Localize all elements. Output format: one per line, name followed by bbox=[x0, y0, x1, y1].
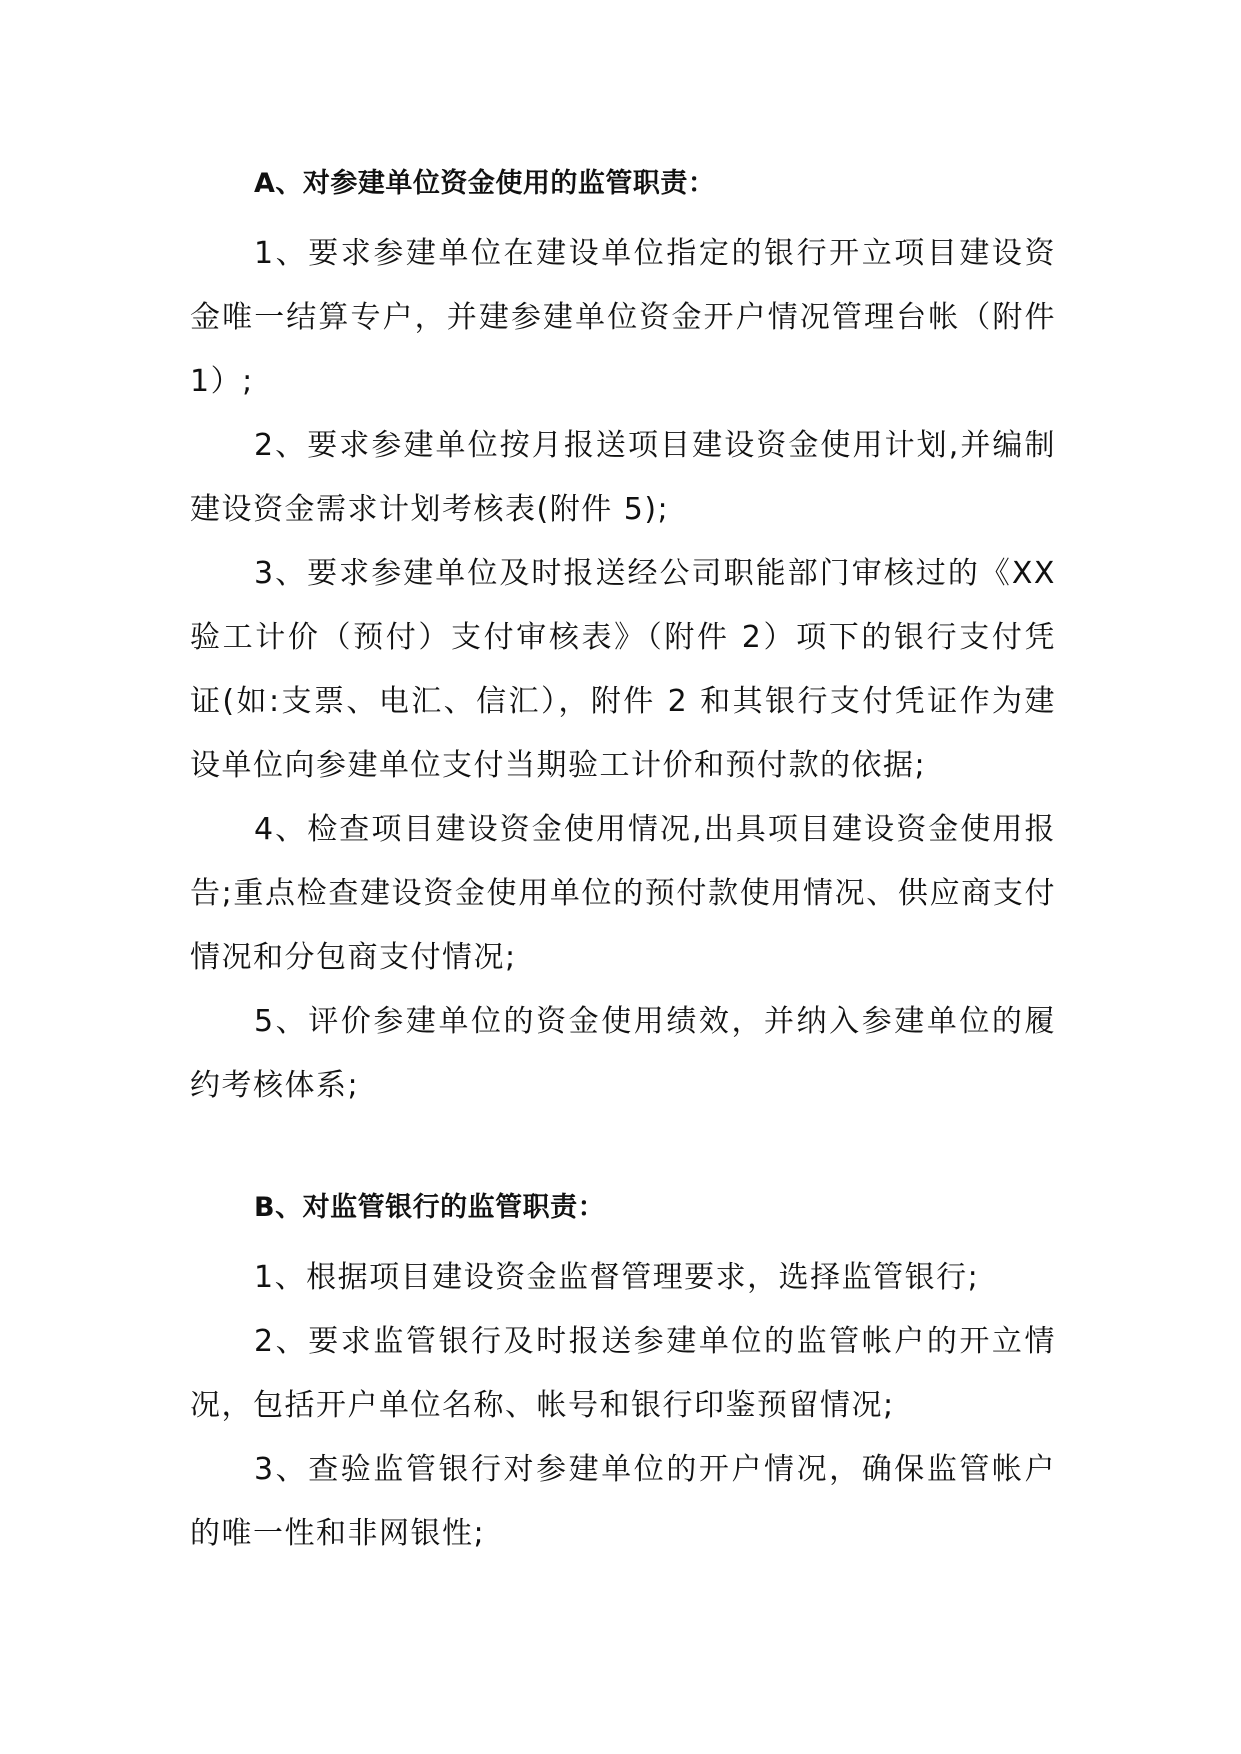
section-a-item-1: 1、要求参建单位在建设单位指定的银行开立项目建设资金唯一结算专户，并建参建单位资金开户情况管理台帐（附件 1）; bbox=[190, 236, 1056, 399]
section-a-heading: A、对参建单位资金使用的监管职责： bbox=[254, 168, 716, 199]
section-b-item-2: 2、要求监管银行及时报送参建单位的监管帐户的开立情况，包括开户单位名称、帐号和银行印鉴预留情况; bbox=[190, 1324, 1056, 1423]
section-b-item-3: 3、查验监管银行对参建单位的开户情况，确保监管帐户的唯一性和非网银性; bbox=[190, 1452, 1056, 1551]
section-a-item-2: 2、要求参建单位按月报送项目建设资金使用计划,并编制建设资金需求计划考核表(附件 5); bbox=[190, 428, 1056, 527]
section-a-item-4: 4、检查项目建设资金使用情况,出具项目建设资金使用报告;重点检查建设资金使用单位的预付款使用情况、供应商支付情况和分包商支付情况; bbox=[190, 812, 1056, 975]
section-a-item-3: 3、要求参建单位及时报送经公司职能部门审核过的《XX 验工计价（预付）支付审核表》（附件 2）项下的银行支付凭证(如:支票、电汇、信汇），附件 2 和其银行支付凭证作为建设单位向参建单位支付当期验工计价和预付款的依据; bbox=[190, 556, 1056, 783]
section-b-item-1: 1、根据项目建设资金监督管理要求，选择监管银行; bbox=[254, 1260, 980, 1295]
section-b bbox=[190, 1176, 1056, 1566]
section-a bbox=[190, 152, 1056, 1118]
section-a-item-5: 5、评价参建单位的资金使用绩效，并纳入参建单位的履约考核体系; bbox=[190, 1004, 1056, 1103]
document-body bbox=[190, 152, 1056, 1566]
section-b-heading: B、对监管银行的监管职责： bbox=[254, 1192, 606, 1223]
